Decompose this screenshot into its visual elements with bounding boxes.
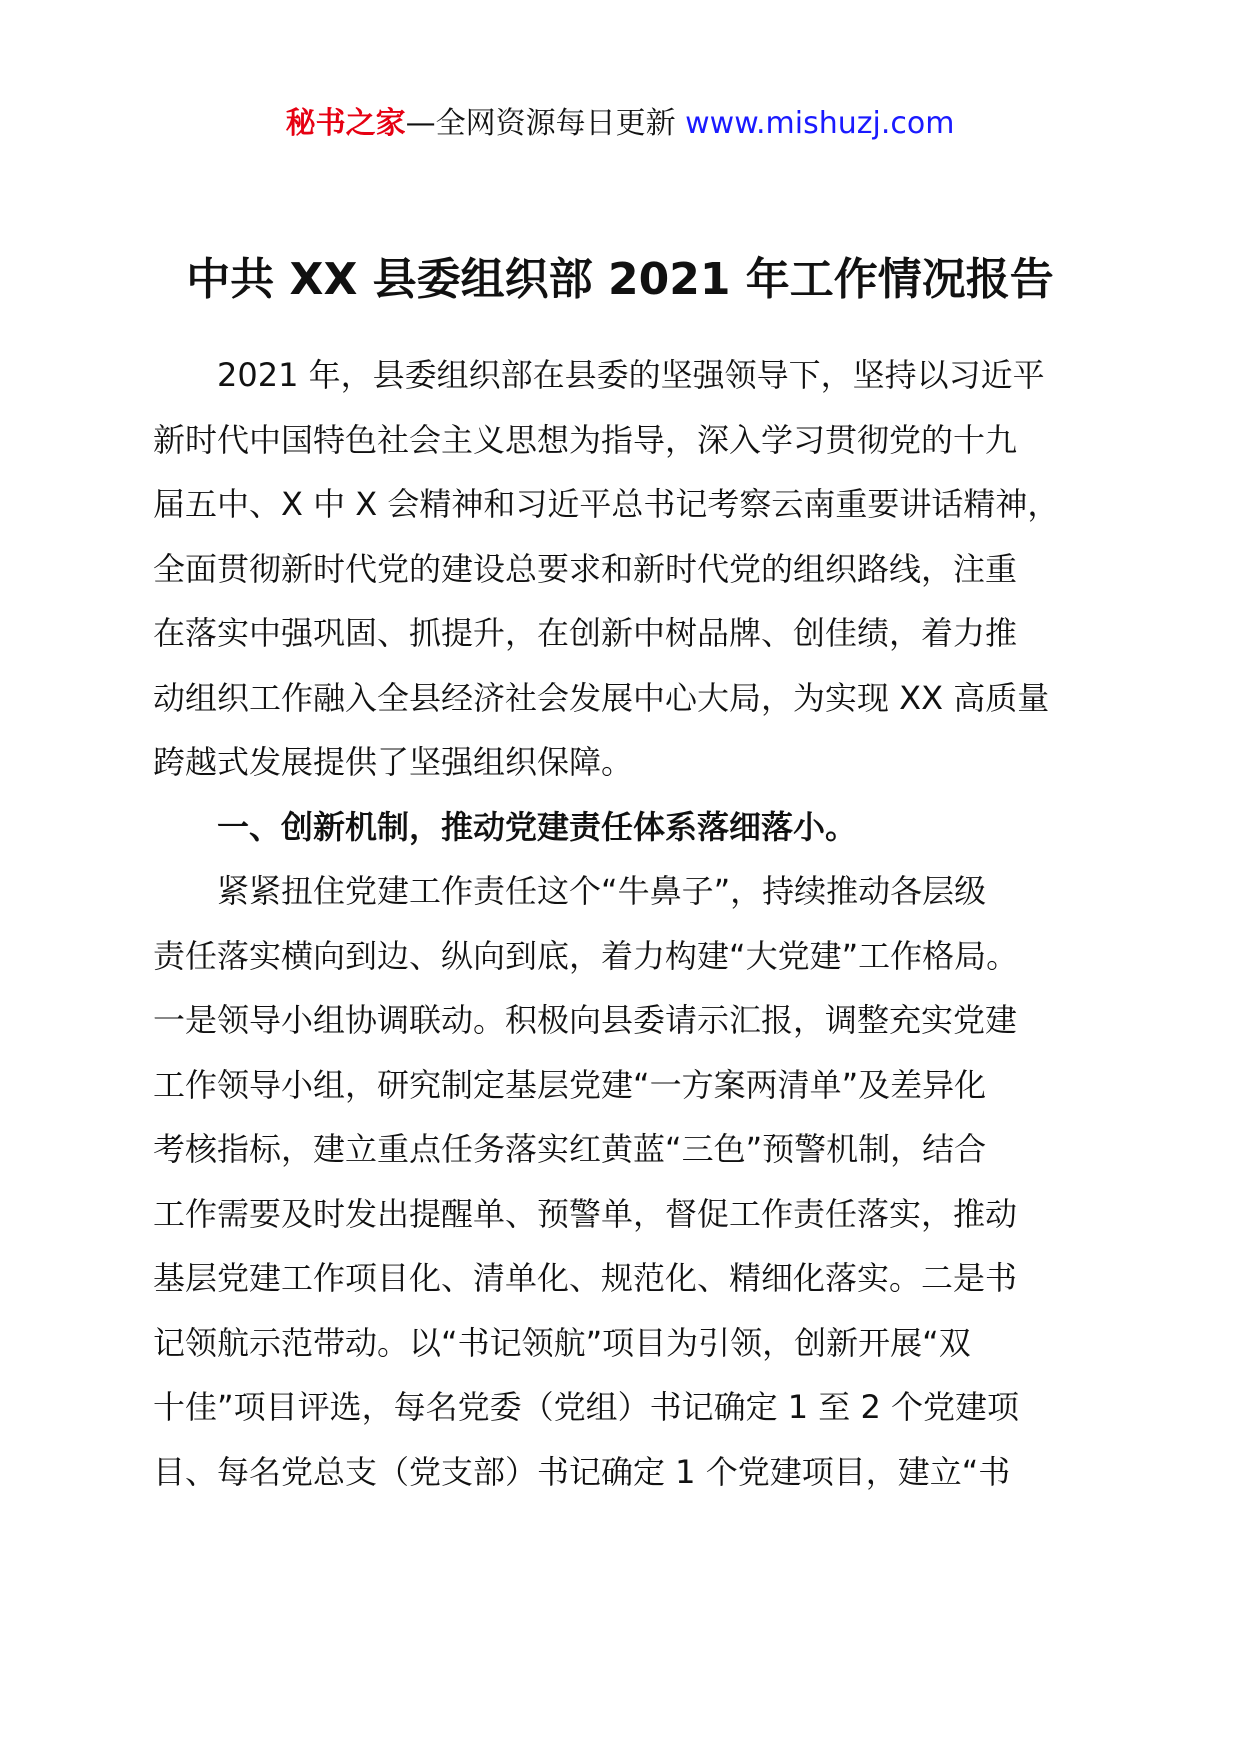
paragraph-line: 新时代中国特色社会主义思想为指导，深入学习贯彻党的十九 [153, 420, 1018, 459]
site-url-link[interactable]: www.mishuzj.com [685, 106, 955, 141]
paragraph-line: 基层党建工作项目化、清单化、规范化、精细化落实。二是书 [153, 1259, 1018, 1297]
document-body [153, 343, 1088, 1504]
paragraph-line: 届五中、X 中 X 会精神和习近平总书记考察云南重要讲话精神， [153, 485, 1060, 523]
site-tagline: —全网资源每日更新 [405, 106, 686, 141]
section-heading: 一、创新机制，推动党建责任体系落细落小。 [217, 807, 858, 846]
paragraph-line: 目、每名党总支（党支部）书记确定 1 个党建项目，建立“书 [153, 1452, 1011, 1491]
paragraph-line: 2021 年，县委组织部在县委的坚强领导下，坚持以习近平 [217, 356, 1045, 394]
paragraph-line: 工作领导小组，研究制定基层党建“一方案两清单”及差异化 [153, 1065, 987, 1104]
paragraph-line: 全面贯彻新时代党的建设总要求和新时代党的组织路线，注重 [153, 549, 1018, 588]
site-brand: 秘书之家 [285, 106, 406, 141]
paragraph-line: 紧紧扭住党建工作责任这个“牛鼻子”，持续推动各层级 [217, 872, 987, 910]
site-header [0, 100, 1240, 148]
paragraph-line: 考核指标，建立重点任务落实红黄蓝“三色”预警机制，结合 [153, 1130, 987, 1168]
paragraph-line: 责任落实横向到边、纵向到底，着力构建“大党建”工作格局。 [153, 936, 1019, 975]
paragraph-line: 动组织工作融入全县经济社会发展中心大局，为实现 XX 高质量 [153, 678, 1050, 717]
paragraph-line: 一是领导小组协调联动。积极向县委请示汇报，调整充实党建 [153, 1001, 1018, 1039]
paragraph-line: 记领航示范带动。以“书记领航”项目为引领，创新开展“双 [153, 1323, 971, 1362]
paragraph-line: 工作需要及时发出提醒单、预警单，督促工作责任落实，推动 [153, 1194, 1018, 1233]
paragraph-line: 十佳”项目评选，每名党委（党组）书记确定 1 至 2 个党建项 [153, 1388, 1019, 1426]
document-title: 中共 XX 县委组织部 2021 年工作情况报告 [186, 254, 1054, 305]
paragraph-line: 跨越式发展提供了坚强组织保障。 [153, 743, 634, 781]
paragraph-line: 在落实中强巩固、抓提升，在创新中树品牌、创佳绩，着力推 [153, 614, 1018, 652]
